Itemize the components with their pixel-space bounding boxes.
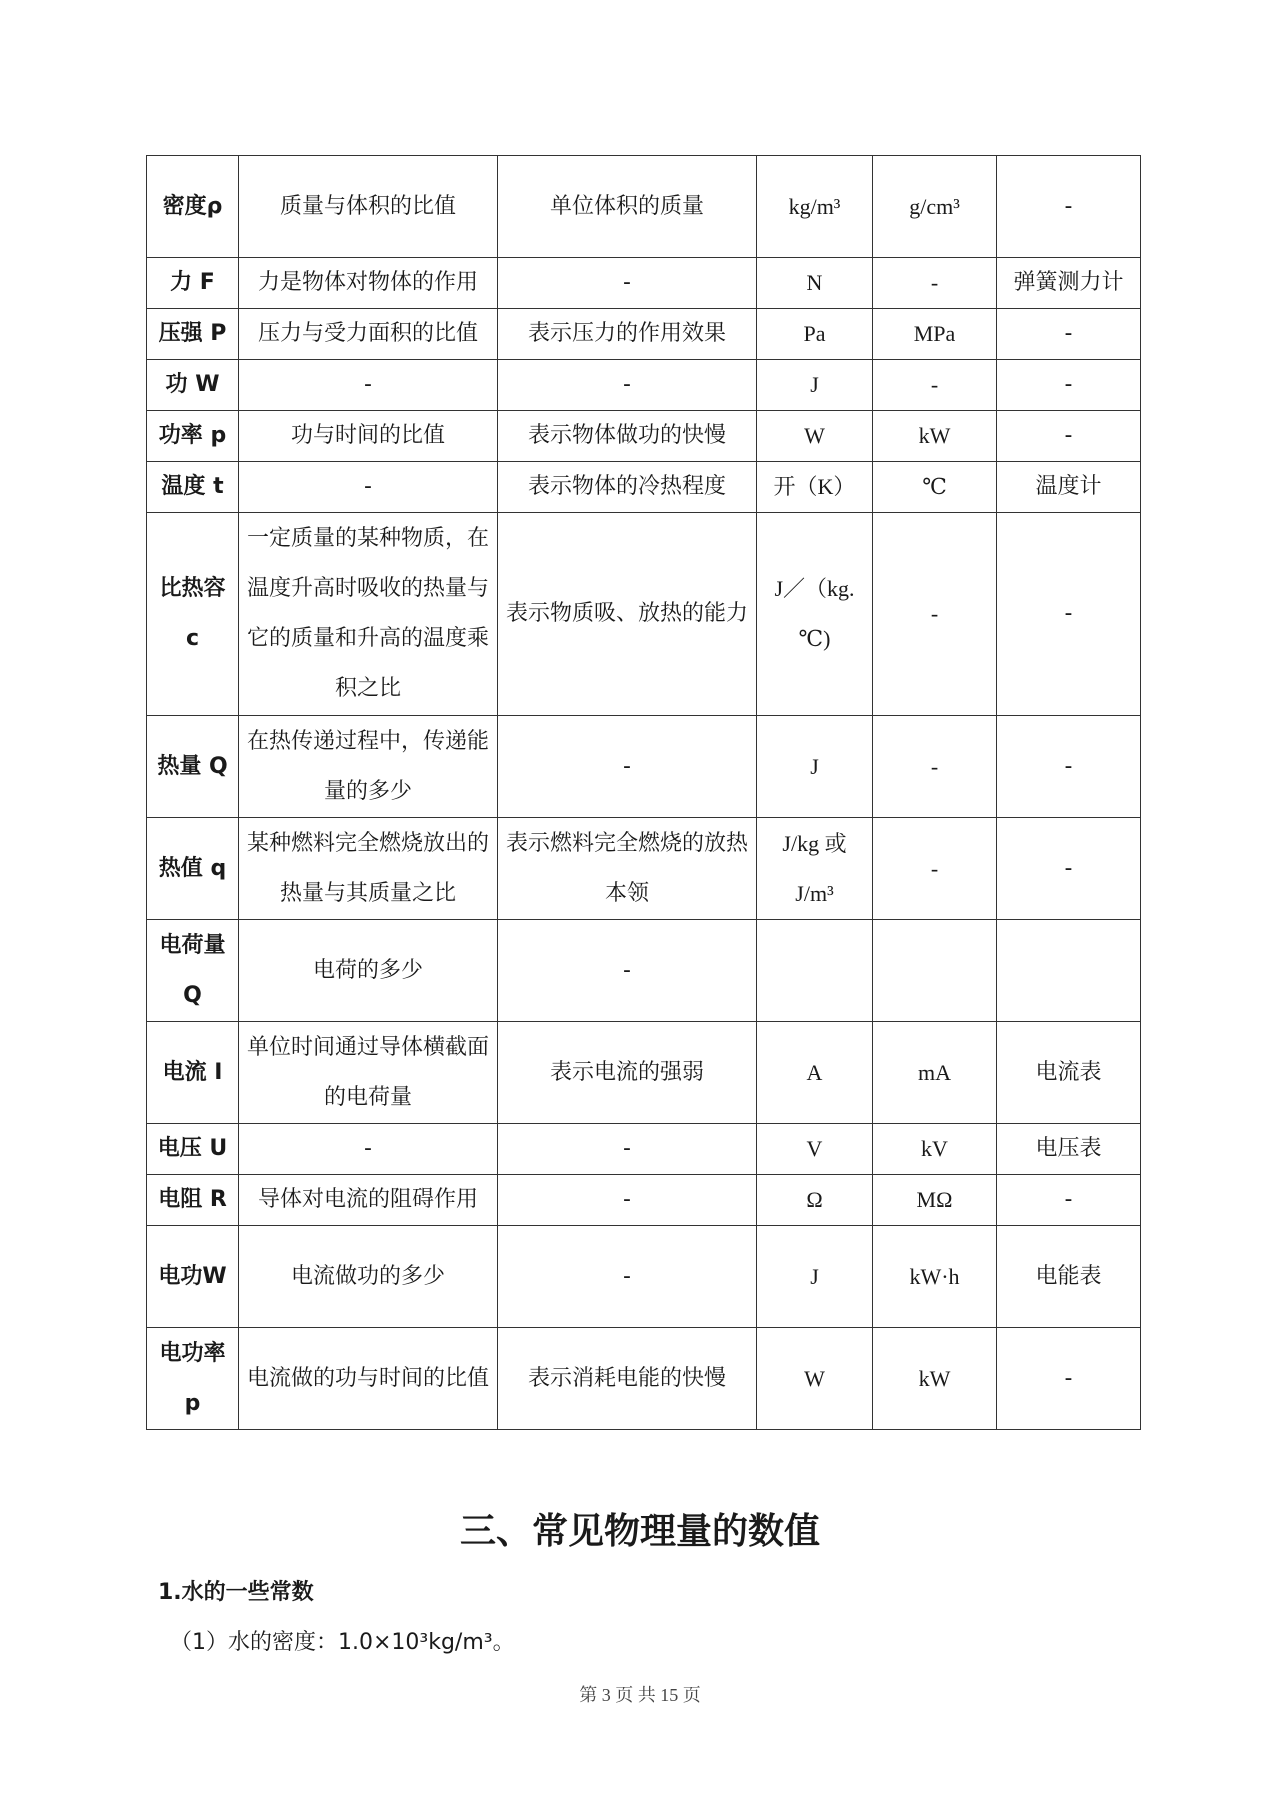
table-row	[147, 1328, 1141, 1430]
unit-cell: V	[757, 1124, 873, 1175]
table-row	[147, 360, 1141, 411]
page-number-footer: 第 3 页 共 15 页	[579, 1685, 701, 1705]
instrument-cell: 弹簧测力计	[997, 258, 1141, 309]
quantity-name-cell: 功率 p	[147, 411, 239, 462]
list-item: （1）水的密度：1.0×10³kg/m³。	[170, 1630, 515, 1655]
definition-cell: 在热传递过程中，传递能量的多少	[239, 716, 498, 818]
quantity-name-cell: 功 W	[147, 360, 239, 411]
common-unit-cell	[873, 920, 997, 1022]
unit-cell: N	[757, 258, 873, 309]
definition-cell: 压力与受力面积的比值	[239, 309, 498, 360]
common-unit-cell: -	[873, 513, 997, 716]
quantity-name-cell: 密度ρ	[147, 156, 239, 258]
common-unit-cell: ℃	[873, 462, 997, 513]
instrument-cell: -	[997, 716, 1141, 818]
meaning-cell: -	[498, 1226, 757, 1328]
common-unit-cell: -	[873, 258, 997, 309]
definition-cell: 某种燃料完全燃烧放出的热量与其质量之比	[239, 818, 498, 920]
definition-cell: -	[239, 360, 498, 411]
definition-cell: 力是物体对物体的作用	[239, 258, 498, 309]
meaning-cell: 表示电流的强弱	[498, 1022, 757, 1124]
instrument-cell: -	[997, 1328, 1141, 1430]
table-row	[147, 818, 1141, 920]
meaning-cell: 表示消耗电能的快慢	[498, 1328, 757, 1430]
instrument-cell: -	[997, 1175, 1141, 1226]
quantity-name-cell: 热量 Q	[147, 716, 239, 818]
table-row	[147, 258, 1141, 309]
unit-cell: J	[757, 716, 873, 818]
unit-cell: J/kg 或 J/m³	[757, 818, 873, 920]
table-row	[147, 920, 1141, 1022]
table-row	[147, 156, 1141, 258]
table-body	[147, 156, 1141, 1430]
definition-cell: 功与时间的比值	[239, 411, 498, 462]
instrument-cell: 电能表	[997, 1226, 1141, 1328]
table-row	[147, 1226, 1141, 1328]
common-unit-cell: kV	[873, 1124, 997, 1175]
instrument-cell: -	[997, 309, 1141, 360]
common-unit-cell: MΩ	[873, 1175, 997, 1226]
common-unit-cell: -	[873, 818, 997, 920]
definition-cell: -	[239, 1124, 498, 1175]
unit-cell: J	[757, 1226, 873, 1328]
meaning-cell: 表示物质吸、放热的能力	[498, 513, 757, 716]
quantity-name-cell: 电流 I	[147, 1022, 239, 1124]
common-unit-cell: kW	[873, 1328, 997, 1430]
common-unit-cell: -	[873, 716, 997, 818]
quantity-name-cell: 压强 P	[147, 309, 239, 360]
meaning-cell: -	[498, 1175, 757, 1226]
unit-cell: A	[757, 1022, 873, 1124]
meaning-cell: 表示压力的作用效果	[498, 309, 757, 360]
instrument-cell: -	[997, 156, 1141, 258]
quantity-name-cell: 电阻 R	[147, 1175, 239, 1226]
quantity-name-cell: 电压 U	[147, 1124, 239, 1175]
quantity-name-cell: 电功率p	[147, 1328, 239, 1430]
table-row	[147, 1175, 1141, 1226]
common-unit-cell: kW	[873, 411, 997, 462]
instrument-cell: -	[997, 513, 1141, 716]
unit-cell	[757, 920, 873, 1022]
common-unit-cell: mA	[873, 1022, 997, 1124]
quantity-name-cell: 电荷量Q	[147, 920, 239, 1022]
meaning-cell: -	[498, 1124, 757, 1175]
unit-cell: J／（kg.℃)	[757, 513, 873, 716]
section-title: 三、常见物理量的数值	[459, 1511, 820, 1552]
definition-cell: 导体对电流的阻碍作用	[239, 1175, 498, 1226]
table-row	[147, 716, 1141, 818]
table-row	[147, 1124, 1141, 1175]
definition-cell: 单位时间通过导体横截面的电荷量	[239, 1022, 498, 1124]
instrument-cell: 电压表	[997, 1124, 1141, 1175]
unit-cell: W	[757, 411, 873, 462]
definition-cell: 质量与体积的比值	[239, 156, 498, 258]
meaning-cell: -	[498, 920, 757, 1022]
instrument-cell	[997, 920, 1141, 1022]
table-row	[147, 1022, 1141, 1124]
quantity-name-cell: 比热容c	[147, 513, 239, 716]
common-unit-cell: -	[873, 360, 997, 411]
meaning-cell: -	[498, 716, 757, 818]
meaning-cell: -	[498, 360, 757, 411]
unit-cell: J	[757, 360, 873, 411]
table-row	[147, 411, 1141, 462]
unit-cell: Ω	[757, 1175, 873, 1226]
meaning-cell: 表示物体的冷热程度	[498, 462, 757, 513]
meaning-cell: 单位体积的质量	[498, 156, 757, 258]
definition-cell: 电流做的功与时间的比值	[239, 1328, 498, 1430]
unit-cell: 开（K）	[757, 462, 873, 513]
common-unit-cell: MPa	[873, 309, 997, 360]
unit-cell: Pa	[757, 309, 873, 360]
meaning-cell: -	[498, 258, 757, 309]
instrument-cell: 温度计	[997, 462, 1141, 513]
table-row	[147, 462, 1141, 513]
definition-cell: -	[239, 462, 498, 513]
physical-quantities-table	[146, 155, 1141, 1430]
definition-cell: 一定质量的某种物质，在温度升高时吸收的热量与它的质量和升高的温度乘积之比	[239, 513, 498, 716]
meaning-cell: 表示燃料完全燃烧的放热本领	[498, 818, 757, 920]
unit-cell: kg/m³	[757, 156, 873, 258]
quantity-name-cell: 温度 t	[147, 462, 239, 513]
sub-heading: 1.水的一些常数	[158, 1580, 314, 1605]
instrument-cell: -	[997, 818, 1141, 920]
meaning-cell: 表示物体做功的快慢	[498, 411, 757, 462]
common-unit-cell: kW·h	[873, 1226, 997, 1328]
table-row	[147, 309, 1141, 360]
instrument-cell: 电流表	[997, 1022, 1141, 1124]
quantity-name-cell: 热值 q	[147, 818, 239, 920]
quantity-name-cell: 电功W	[147, 1226, 239, 1328]
instrument-cell: -	[997, 411, 1141, 462]
definition-cell: 电流做功的多少	[239, 1226, 498, 1328]
instrument-cell: -	[997, 360, 1141, 411]
definition-cell: 电荷的多少	[239, 920, 498, 1022]
common-unit-cell: g/cm³	[873, 156, 997, 258]
quantity-name-cell: 力 F	[147, 258, 239, 309]
unit-cell: W	[757, 1328, 873, 1430]
table-row	[147, 513, 1141, 716]
